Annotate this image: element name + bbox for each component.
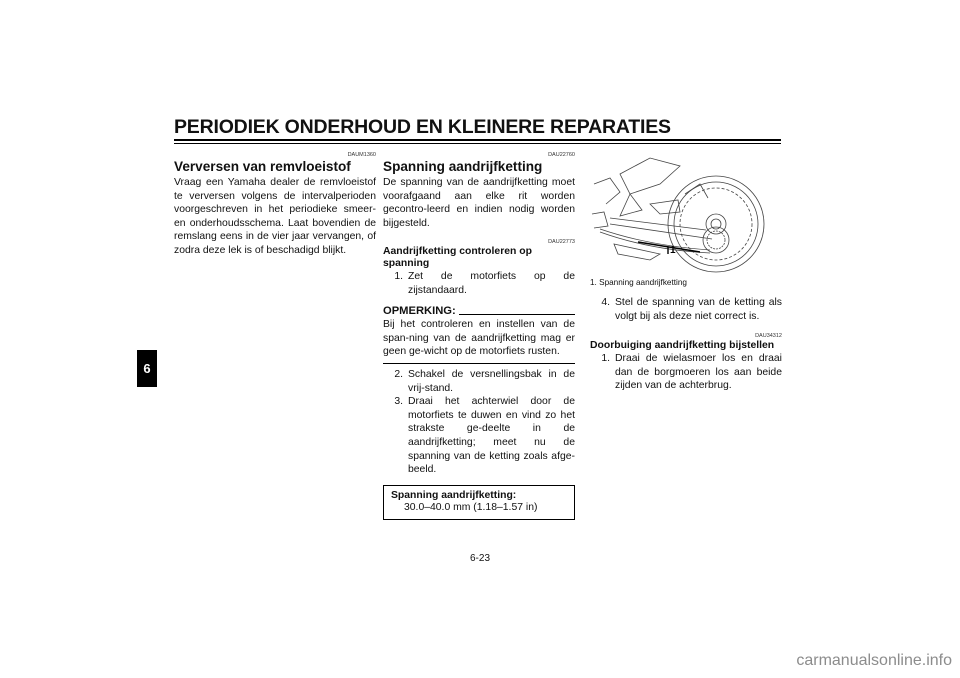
note-bottom-rule: [383, 363, 575, 364]
list-item: [383, 368, 575, 395]
steps-list: [383, 270, 575, 297]
step-number: 1.: [394, 271, 403, 283]
page-title: PERIODIEK ONDERHOUD EN KLEINERE REPARATIES: [174, 116, 671, 138]
step-number: 1.: [601, 353, 610, 365]
section-code: DAU22760: [548, 152, 575, 158]
note-box: [383, 305, 575, 364]
list-item: [590, 296, 782, 323]
figure-callout-1: 1: [670, 245, 676, 256]
step-text: Zet de motorfiets op de zijstandaard.: [408, 271, 575, 296]
motorcycle-rear-wheel-illustration: [590, 154, 778, 274]
figure-caption: 1. Spanning aandrijfketting: [590, 278, 687, 287]
step-number: 2.: [394, 368, 403, 380]
note-header: [383, 305, 575, 319]
note-label: OPMERKING:: [383, 304, 456, 317]
brake-fluid-paragraph: Vraag een Yamaha dealer de remvloeistof te verversen volgens de intervalperioden voorgeschreven in het periodieke smeer- en onderhoudsschema. Laat bovendien de remslang eens in de vier jaar vervangen, of zodra deze lek is of beschadigd blijkt.: [174, 177, 376, 256]
section-heading-brake-fluid: Verversen van remvloeistof: [174, 159, 351, 174]
watermark: carmanualsonline.info: [796, 652, 952, 669]
steps-list: [590, 352, 782, 393]
page-number: 6-23: [469, 553, 490, 564]
section-heading-chain-slack: Spanning aandrijfketting: [383, 159, 543, 174]
subsection-code: DAU34312: [755, 333, 782, 340]
column-chain-adjust: [590, 144, 782, 393]
column-chain-slack: [383, 150, 575, 520]
steps-list: [590, 296, 782, 323]
list-item: [590, 352, 782, 393]
chain-figure: [590, 154, 778, 274]
chain-slack-paragraph: De spanning van de aandrijfketting moet voorafgaand aan elke rit worden gecontro-leerd en indien nodig worden bijgesteld.: [383, 177, 575, 229]
spec-label: Spanning aandrijfketting:: [391, 489, 517, 501]
spec-box: [383, 485, 575, 520]
step-number: 4.: [601, 297, 610, 308]
spec-value: 30.0–40.0 mm (1.18–1.57 in): [404, 502, 538, 514]
column-brake-fluid: [174, 150, 376, 258]
list-item: [383, 270, 575, 297]
step-text: Draai het achterwiel door de motorfiets te duwen en vind zo het strakste ge-deelte in de aandrijfketting; meet nu de spanning van de ketting zoals afge-beeld.: [408, 396, 575, 476]
step-text: Schakel de versnellingsbak in de vrij-stand.: [408, 368, 575, 394]
subsection-code: DAU22773: [548, 239, 575, 246]
chapter-tab: 6: [137, 350, 157, 387]
step-text: Stel de spanning van de ketting als volgt bij als deze niet correct is.: [615, 297, 782, 322]
step-number: 3.: [394, 396, 403, 408]
subheading-check-chain: Aandrijfketting controleren op spanning: [383, 246, 532, 270]
section-code: DAUM1360: [347, 152, 376, 158]
note-rule: [459, 314, 575, 315]
note-text: Bij het controleren en instellen van de span-ning van de aandrijfketting mag er geen ge-wicht op de motorfiets rusten.: [383, 319, 575, 358]
steps-list: [383, 368, 575, 477]
subheading-adjust-chain: Doorbuiging aandrijfketting bijstellen: [590, 340, 775, 352]
list-item: [383, 395, 575, 477]
step-text: Draai de wielasmoer los en draai dan de borgmoeren los aan beide zijden van de achterbrug.: [615, 353, 782, 392]
title-rule: [174, 139, 781, 141]
